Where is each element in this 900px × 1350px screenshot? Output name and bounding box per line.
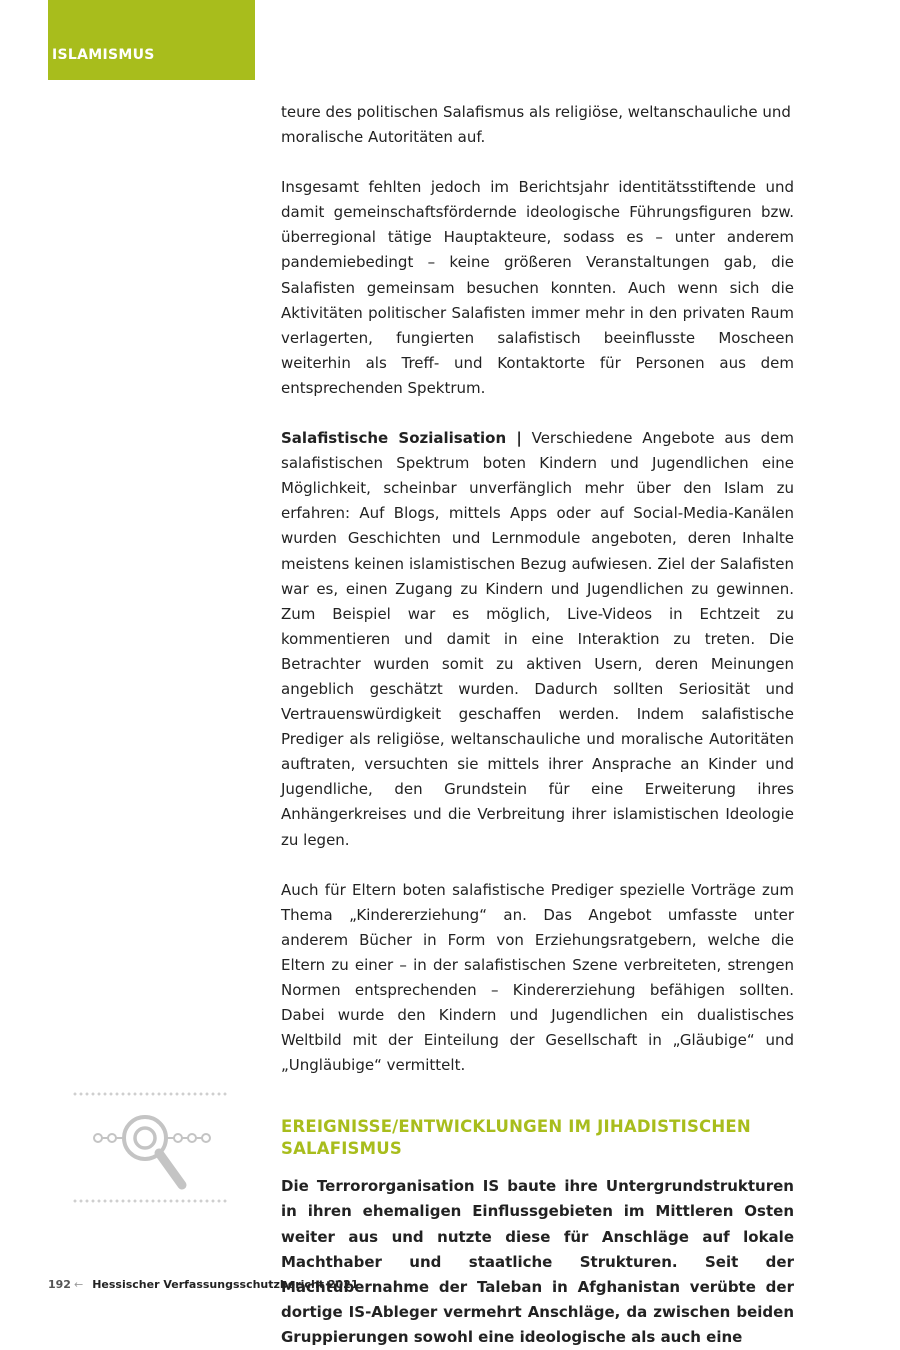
paragraph-3-body: Verschiedene Angebote aus dem salafistischen Spektrum boten Kindern und Jugendlichen eine Möglichkeit, scheinbar unverfänglich mehr über den Islam zu erfahren: Auf Blogs, mittels Apps oder auf Social-Media-Kanälen wurden Geschichten und Lernmodule angeboten, deren Inhalte meistens keinen islamistischen Bezug aufwiesen. Ziel der Salafisten war es, einen Zugang zu Kindern und Jugendlichen zu gewinnen. Zum Beispiel war es möglich, Live-Videos in Echtzeit zu kommentieren und damit in eine Interaktion zu treten. Die Betrachter wurden somit zu aktiven Usern, deren Meinungen angeblich geschätzt wurden. Dadurch sollten Seriosität und Vertrauenswürdigkeit geschaffen werden. Indem salafistische Prediger als religiöse, weltanschauliche und moralische Autoritäten auftraten, versuchten sie mittels ihrer Ansprache an Kinder und Jugendliche, den Grundstein für eine Erweiterung ihres Anhängerkreises und die Verbreitung ihrer islamistischen Ideologie zu legen.: [281, 429, 794, 849]
magnifier-network-icon: [90, 1105, 214, 1195]
section-heading: EREIGNISSE/ENTWICKLUNGEN IM JIHADISTISCHEN SALAFISMUS: [281, 1117, 751, 1159]
paragraph-3: [281, 426, 794, 853]
page-footer: [48, 1278, 359, 1291]
lead-paragraph: Die Terrororganisation IS baute ihre Untergrundstrukturen in ihren ehemaligen Einflussgebieten im Mittleren Osten weiter aus und nutzte diese für Anschläge auf lokale Machthaber und staatliche Strukturen. Seit der Machtübernahme der Taleban in Afghanistan verübte der dortige IS-Ableger vermehrt Anschläge, da zwischen beiden Gruppierungen sowohl eine ideologische als auch eine: [281, 1177, 794, 1346]
dotted-divider-bottom: [72, 1199, 228, 1203]
main-content: [281, 100, 794, 1350]
paragraph-1: teure des politischen Salafismus als religiöse, weltanschauliche und moralische Autoritäten auf.: [281, 103, 791, 147]
section-tab: [48, 0, 255, 80]
section-tab-label: ISLAMISMUS: [52, 47, 155, 63]
publication-title: Hessischer Verfassungsschutzbericht 2021: [92, 1278, 359, 1291]
paragraph-2: Insgesamt fehlten jedoch im Berichtsjahr identitätsstiftende und damit gemeinschaftsfördernde ideologische Führungsfiguren bzw. überregional tätige Hauptakteure, sodass es – unter anderem pandemiebedingt – keine größeren Veranstaltungen gab, die Salafisten gemeinsam besuchen konnten. Auch wenn sich die Aktivitäten politischer Salafisten immer mehr in den privaten Raum verlagerten, fungierten salafistisch beeinflusste Moscheen weiterhin als Treff- und Kontaktorte für Personen aus dem entsprechenden Spektrum.: [281, 178, 794, 397]
page-number: 192: [48, 1278, 71, 1291]
dotted-divider-top: [72, 1092, 228, 1096]
paragraph-3-runin: Salafistische Sozialisation |: [281, 429, 522, 448]
arrow-left-icon: ←: [73, 1278, 84, 1291]
paragraph-4: Auch für Eltern boten salafistische Prediger spezielle Vorträge zum Thema „Kindererziehung“ an. Das Angebot umfasste unter anderem Bücher in Form von Erziehungsratgebern, welche die Eltern zu einer – in der salafistischen Szene verbreiteten, strengen Normen entsprechenden – Kindererziehung befähigen sollten. Dabei wurde den Kindern und Jugendlichen ein dualistisches Weltbild mit der Einteilung der Gesellschaft in „Gläubige“ und „Ungläubige“ vermittelt.: [281, 880, 794, 1075]
